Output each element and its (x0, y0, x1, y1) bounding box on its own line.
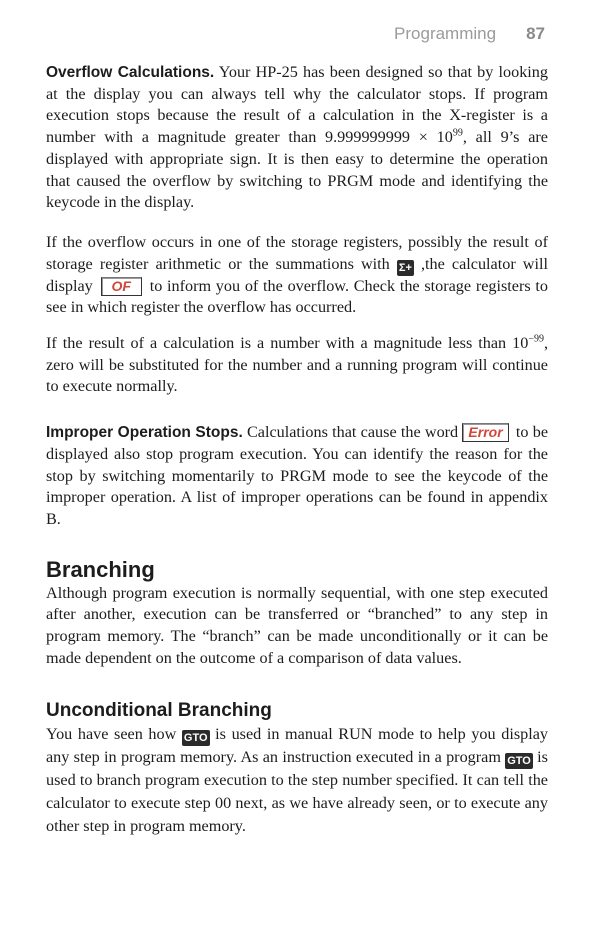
overflow-text: Your HP-25 has been designed so that by looking at the display you can always tell why the calculator stops. If program execution stops because the result of a calculation in the X-register is a number with a magnitude greater than 9.999999999 × 10 (46, 63, 548, 147)
branching-heading: Branching (46, 556, 155, 582)
section-title: Programming (394, 24, 497, 43)
overflow-text-rest: , all 9’s are displayed with appropriate sign. It is then easy to determine the operation that caused the overflow by switching to PRGM mode and identifying the keycode in the display. (46, 128, 548, 212)
overflow-p2-text-a: If the overflow occurs in one of the storage registers, possibly the result of storage register arithmetic or the summations with (46, 232, 548, 273)
sigma-plus-key: Σ+ (398, 261, 412, 274)
improper-text-b: to be displayed also stop program execution. You can identify the reason for the stop by switching momentarily to PRGM mode to see the keycode of the improper operation. A list of improper operations can be found in appendix B. (46, 423, 548, 528)
unconditional-text-a: You have seen how (46, 725, 182, 744)
unconditional-text-c: is used to branch program execution to the step number specified. It can tell the calculator to execute step 00 next, as we have already seen, or to execute any other step in program memory. (46, 748, 548, 836)
overflow-p3-text-b: , zero will be substituted for the number and a running program will continue to execute normally. (46, 334, 548, 396)
improper-text-a: Calculations that cause the word (242, 423, 463, 442)
of-display: OF (101, 277, 142, 296)
branching-paragraph: Although program execution is normally sequential, with one step executed after another, execution can be transferred or “branched” to any step in program memory. The “branch” can be made unconditionally or it can be made dependent on the outcome of a comparison of data values. (46, 583, 548, 667)
running-header (394, 24, 545, 44)
improper-lead: Improper Operation Stops. (46, 424, 243, 442)
unconditional-heading: Unconditional Branching (46, 700, 272, 722)
overflow-paragraph-1 (46, 62, 548, 214)
exponent-99: 99 (452, 127, 463, 139)
exponent-minus-99: −99 (528, 333, 544, 345)
unconditional-text-b: is used in manual RUN mode to help you display any step in program memory. As an instruction executed in a program (46, 725, 548, 767)
error-display: Error (462, 423, 508, 442)
improper-paragraph (46, 422, 548, 531)
page-body (46, 62, 548, 838)
overflow-p2-text-c: to inform you of the overflow. Check the storage registers to see in which register the overflow has occurred. (46, 276, 548, 317)
page-number: 87 (526, 24, 545, 43)
overflow-lead: Overflow Calculations. (46, 64, 215, 81)
overflow-p2-text-b: ,the calculator will display (46, 254, 548, 295)
gto-key-2: GTO (507, 755, 531, 768)
overflow-p3-text-a: If the result of a calculation is a number with a magnitude less than 10 (46, 334, 529, 353)
unconditional-paragraph (46, 723, 548, 837)
overflow-paragraph-2 (46, 232, 548, 319)
overflow-paragraph-3 (46, 333, 548, 398)
gto-key: GTO (183, 732, 208, 745)
